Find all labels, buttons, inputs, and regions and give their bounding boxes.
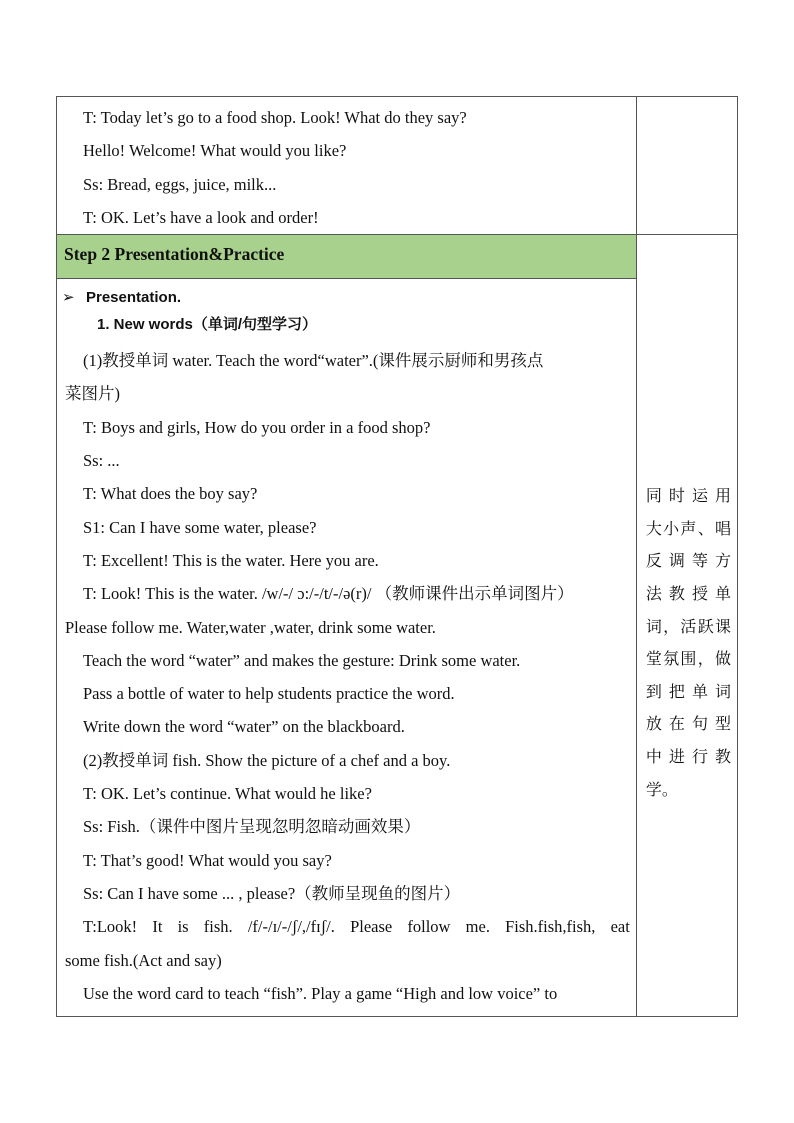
presentation-line: T: That’s good! What would you say? [83, 850, 332, 870]
presentation-line: Please follow me. Water,water ,water, drink some water. [65, 617, 436, 637]
lesson-plan-table [56, 96, 738, 1017]
presentation-line: Pass a bottle of water to help students practice the word. [83, 684, 455, 704]
side-note-line: 到把单词 [645, 683, 731, 701]
presentation-heading-text: Presentation. [86, 289, 182, 307]
side-note-line: 放在句型 [645, 716, 731, 734]
presentation-line: Teach the word “water” and makes the gesture: Drink some water. [83, 650, 521, 670]
side-note [637, 235, 737, 807]
side-note-line: 学。 [645, 781, 678, 799]
side-note-line: 中进行教 [645, 748, 731, 766]
presentation-line: T: OK. Let’s continue. What would he like? [83, 784, 372, 804]
presentation-line: S1: Can I have some water, please? [83, 517, 317, 537]
presentation-line: Ss: ... [83, 451, 120, 471]
side-note-line: 反调等方 [645, 553, 731, 571]
presentation-lines [57, 342, 636, 1010]
presentation-cell [57, 279, 637, 1017]
presentation-line: T: Excellent! This is the water. Here you are. [83, 550, 379, 570]
intro-line: Ss: Bread, eggs, juice, milk... [83, 174, 277, 194]
presentation-row [57, 279, 738, 1017]
side-note-line: 堂氛围，做 [645, 651, 731, 669]
presentation-line: Write down the word “water” on the blackboard. [83, 717, 405, 737]
side-note-cell [636, 235, 737, 1017]
presentation-line: (1)教授单词 water. Teach the word“water”.(课件展示厨师和男孩点 [83, 351, 544, 371]
presentation-line: T:Look! It is fish. /f/-/ɪ/-/ʃ/,/fɪʃ/. Please follow me. Fish.fish,fish, eat [83, 917, 630, 937]
presentation-line: Use the word card to teach “fish”. Play a game “High and low voice” to [83, 983, 558, 1003]
presentation-line: Ss: Can I have some ... , please?（教师呈现鱼的图片） [83, 883, 461, 903]
intro-lines [57, 97, 636, 234]
presentation-line: (2)教授单词 fish. Show the picture of a chef and a boy. [83, 750, 451, 770]
side-note-line: 词，活跃课 [645, 618, 731, 636]
side-note-line: 同时运用 [645, 488, 731, 506]
intro-line: Hello! Welcome! What would you like? [83, 141, 347, 161]
intro-row [57, 97, 738, 235]
side-note-line: 法教授单 [645, 585, 731, 603]
presentation-line: T: Boys and girls, How do you order in a food shop? [83, 417, 431, 437]
intro-line: T: Today let’s go to a food shop. Look! What do they say? [83, 108, 467, 127]
arrow-bullet-icon: ➢ [62, 289, 75, 307]
presentation-line: T: Look! This is the water. /w/-/ ɔ:/-/t/-/ə(r)/ （教师课件出示单词图片） [83, 584, 574, 604]
step2-row [57, 235, 738, 279]
presentation-line: Ss: Fish.（课件中图片呈现忽明忽暗动画效果） [83, 817, 421, 837]
step2-title-cell [57, 235, 637, 279]
presentation-heading [57, 279, 636, 310]
presentation-line: some fish.(Act and say) [65, 950, 222, 970]
new-words-heading: 1. New words（单词/句型学习） [97, 316, 318, 334]
intro-side-cell [636, 97, 737, 235]
presentation-line: T: What does the boy say? [83, 484, 258, 504]
side-note-line: 大小声、唱 [645, 520, 731, 538]
presentation-line: 菜图片) [65, 384, 120, 404]
intro-cell [57, 97, 637, 235]
intro-line: T: OK. Let’s have a look and order! [83, 207, 319, 227]
step2-title: Step 2 Presentation&Practice [64, 244, 285, 265]
